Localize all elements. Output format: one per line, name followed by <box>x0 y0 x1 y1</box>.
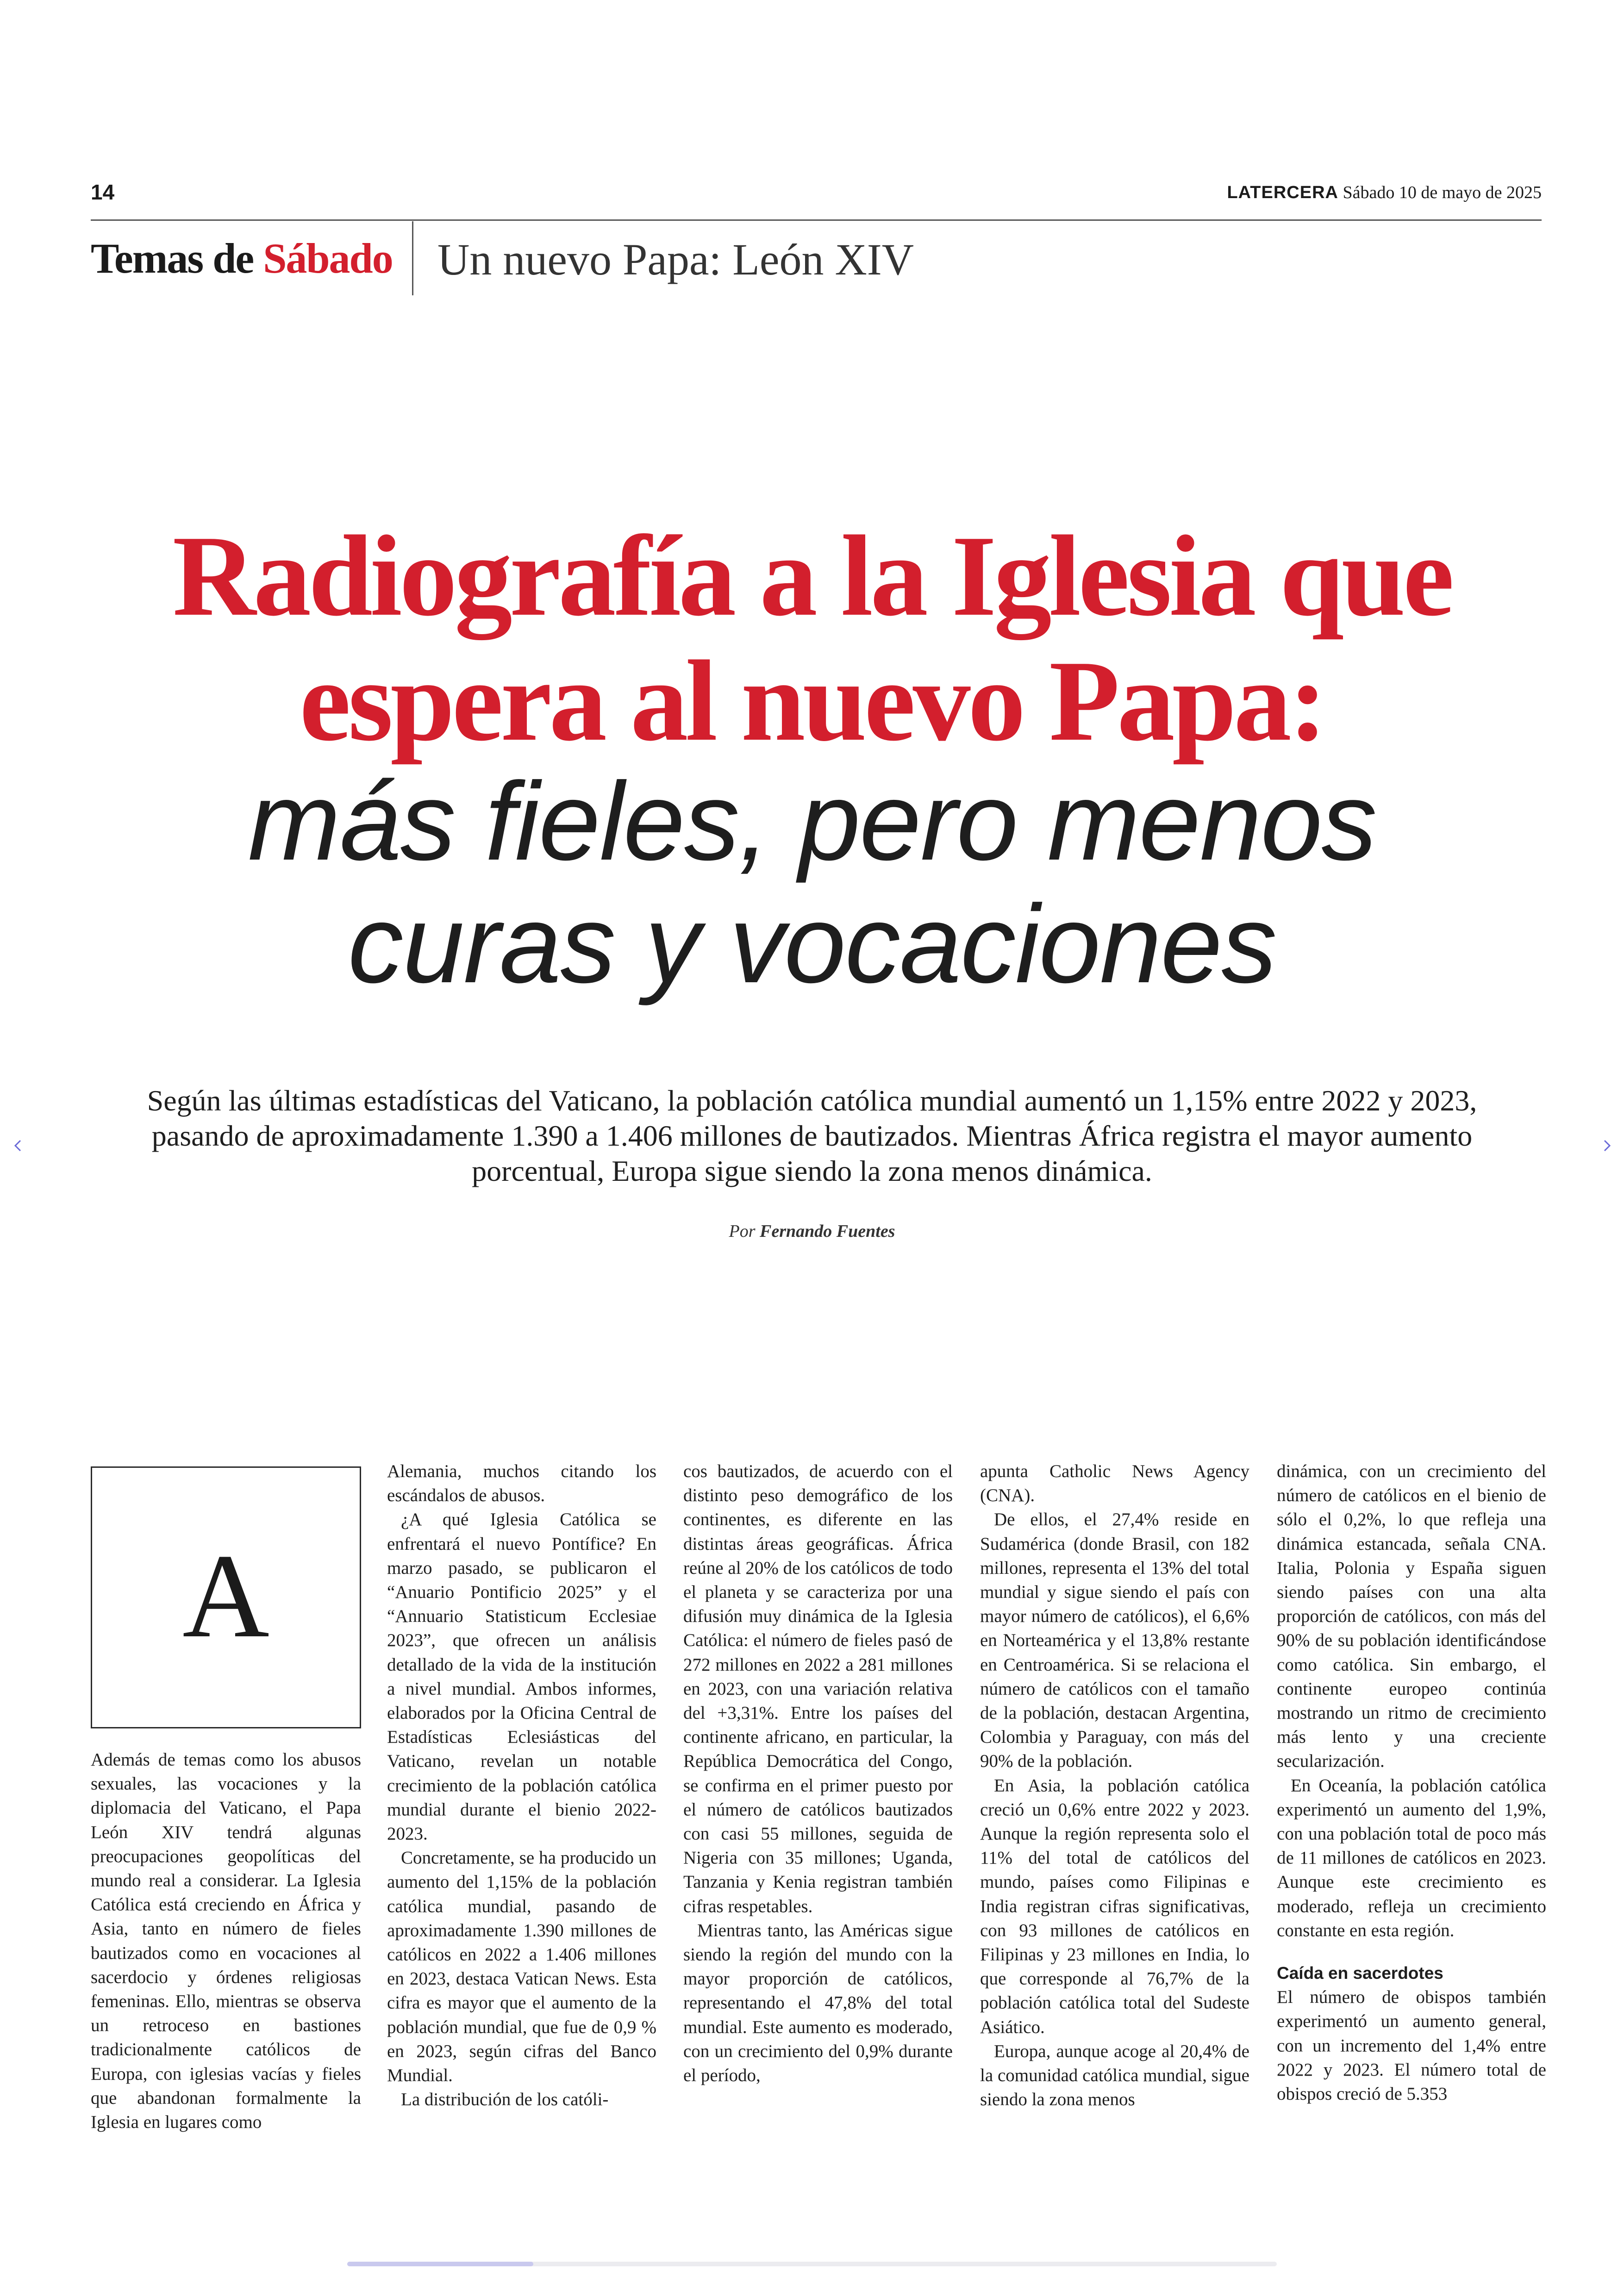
section-divider <box>412 221 413 295</box>
body-column-3 <box>683 1459 953 2088</box>
paragraph: El número de obispos también experimentó un aumento general, con un incremento del 1,4% entre 2022 y 2023. El número total de obispos creció de 5.353 <box>1277 1987 1546 2104</box>
paragraph: De ellos, el 27,4% reside en Sudamérica (donde Brasil, con 182 millones, representa el 13% del total mundial y sigue siendo el país con mayor número de católicos), el 6,6% en Norteamérica y el 13,8% restante en Centroamérica. Si se relaciona el número de católicos con el tamaño de la población, destacan Argentina, Colombia y Paraguay, con más del 90% de la población. <box>980 1509 1249 1771</box>
paragraph: Además de temas como los abusos sexuales, las vocaciones y la diplomacia del Vaticano, el Papa León XIV tendrá algunas preocupaciones geopolíticas del mundo real a considerar. La Iglesia Católica está creciendo en África y Asia, tanto en número de fieles bautizados como en vocaciones al sacerdocio y órdenes religiosas femeninas. Ello, mientras se observa un retroceso en bastiones tradicionalmente católicos de Europa, con iglesias vacías y fieles que abandonan formalmente la Iglesia en lugares como <box>91 1750 361 2133</box>
paragraph: ¿A qué Iglesia Católica se enfrentará el nuevo Pontífice? En marzo pasado, se publicaron el “Anuario Pontificio 2025” y el “Annuario Statisticum Ecclesiae 2023”, que ofrecen un análisis detallado de la vida de la institución a nivel mundial. Ambos informes, elaborados por la Oficina Central de Estadísticas Eclesiásticas del Vaticano, revelan un notable crecimiento de la población católica mundial durante el bienio 2022-2023. <box>387 1509 656 1844</box>
page-number: 14 <box>91 180 115 204</box>
prev-page-button[interactable] <box>10 1138 26 1154</box>
page-scrollbar-thumb[interactable] <box>347 2262 533 2266</box>
byline-author: Fernando Fuentes <box>760 1222 895 1241</box>
next-page-button[interactable] <box>1599 1138 1615 1154</box>
issue-date: Sábado 10 de mayo de 2025 <box>1343 183 1542 202</box>
paragraph: apunta Catholic News Agency (CNA). <box>980 1461 1249 1506</box>
paragraph: En Oceanía, la población católica experimentó un aumento del 1,9%, con una población total de poco más de 11 millones de católicos en 2023. Aunque este crecimiento es moderado, refleja un crecimiento constante en esta región. <box>1277 1775 1546 1940</box>
body-column-4 <box>980 1459 1249 2112</box>
paragraph: En Asia, la población católica creció un 0,6% entre 2022 y 2023. Aunque la región representa solo el 11% del total de católicos del mundo, países como Filipinas e India registran cifras significativas, con 93 millones de católicos en Filipinas y 23 millones en India, lo que corresponde al 76,7% de la población católica total del Sudeste Asiático. <box>980 1775 1249 2037</box>
headline-line-2: espera al nuevo Papa: <box>299 637 1325 765</box>
headline-line-1: Radiografía a la Iglesia que <box>172 512 1452 640</box>
headline-line-4: curas y vocaciones <box>348 882 1276 1006</box>
byline <box>0 1221 1624 1241</box>
paragraph: Mientras tanto, las Américas sigue siendo la región del mundo con la mayor proporción de católicos, representando el 47,8% del total mundial. Este aumento es moderado, con un crecimiento del 0,9% durante el período, <box>683 1920 953 2086</box>
section-label-accent: Sábado <box>263 235 393 282</box>
paragraph: cos bautizados, de acuerdo con el distinto peso demográfico de los continentes, es diferente en las distintas áreas geográficas. África reúne al 20% de los católicos de todo el planeta y se caracteriza por una difusión muy dinámica de la Iglesia Católica: el número de fieles pasó de 272 millones en 2022 a 281 millones en 2023, con una variación relativa del +3,31%. Entre los países del continente africano, en particular, la República Democrática del Congo, se confirma en el primer puesto por el número de católicos bautizados con casi 55 millones, seguida de Nigeria con 35 millones; Uganda, Tanzania y Kenia registran también cifras respetables. <box>683 1461 953 1916</box>
body-column-1 <box>91 1748 361 2134</box>
header-rule <box>91 219 1542 221</box>
masthead-date <box>1227 182 1542 203</box>
body-column-5 <box>1277 1459 1546 2106</box>
headline-line-3: más fieles, pero menos <box>248 759 1376 883</box>
byline-prefix: Por <box>729 1222 756 1241</box>
chevron-left-icon <box>10 1138 26 1154</box>
brand-name: LATERCERA <box>1227 183 1338 202</box>
body-column-2 <box>387 1459 656 2112</box>
paragraph: Concretamente, se ha producido un aumento del 1,15% de la población católica mundial, pasando de aproximadamente 1.390 millones de católicos en 2022 a 1.406 millones en 2023, destaca Vatican News. Esta cifra es mayor que el aumento de la población mundial, que fue de 0,9 % en 2023, según cifras del Banco Mundial. <box>387 1848 656 2086</box>
headline <box>46 514 1578 1005</box>
paragraph: Europa, aunque acoge al 20,4% de la comunidad católica mundial, sigue siendo la zona menos <box>980 2041 1249 2110</box>
paragraph: Alemania, muchos citando los escándalos de abusos. <box>387 1461 656 1506</box>
section-label-main: Temas de <box>91 235 263 282</box>
paragraph: La distribución de los católi- <box>401 2089 609 2110</box>
drop-cap-letter: A <box>182 1529 269 1663</box>
section-label <box>91 234 393 283</box>
chevron-right-icon <box>1599 1138 1615 1154</box>
subheading: Caída en sacerdotes <box>1277 1964 1443 1983</box>
section-topic: Un nuevo Papa: León XIV <box>437 235 914 284</box>
article-deck: Según las últimas estadísticas del Vaticano, la población católica mundial aumentó un 1,15% entre 2022 y 2023, pasando de aproximadamente 1.390 a 1.406 millones de bautizados. Mientras África registra el mayor aumento porcentual, Europa sigue siendo la zona menos dinámica. <box>147 1084 1477 1187</box>
paragraph: dinámica, con un crecimiento del número de católicos en el bienio de sólo el 0,2%, lo que refleja una dinámica estancada, señala CNA. Italia, Polonia y España siguen siendo países con una alta proporción de católicos, con más del 90% de su población identificándose como católica. Sin embargo, el continente europeo continúa mostrando un ritmo de crecimiento más lento y una creciente secularización. <box>1277 1461 1546 1771</box>
